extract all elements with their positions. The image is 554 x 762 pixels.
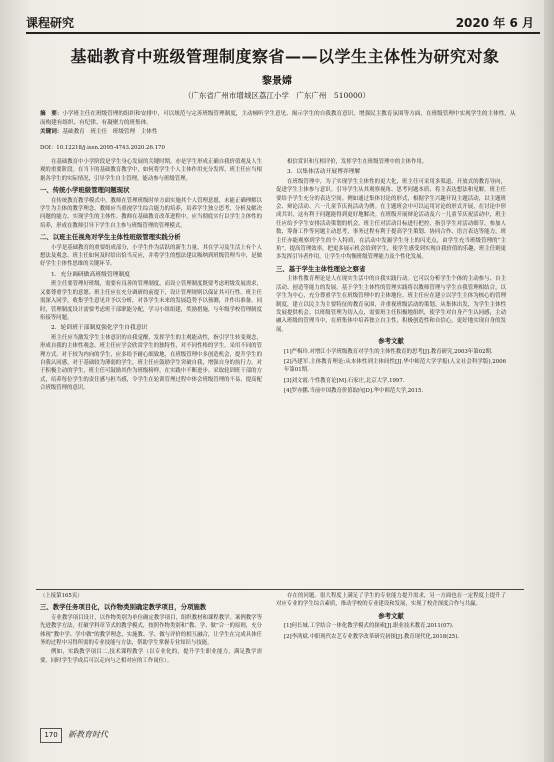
- reference-item: [3]刘文霞.个性教育论[M].石家庄,北京大学,1997.: [284, 377, 405, 384]
- continued-paragraph-2: 例如，实践教学项目二,技术课程教学（以专业化的，提升学生职业能力，满足教学需要，同时学生学成后可以走向与之相对应的工作岗位）。: [40, 649, 262, 664]
- continued-paragraph: 相信赏识和互相评价，发挥学生在班级管理中的主体作用。: [287, 159, 428, 165]
- section-heading-1: 一、传统小学班级管理问题现状: [40, 186, 130, 195]
- reference-item: [1]何长城.工学结合一体化教学模式的探索[J].职业技术教育,2011(07).: [284, 623, 454, 630]
- author-affiliation: （广东省广州市增城区荔江小学 广东广州 510000）: [183, 91, 371, 100]
- subsection-3-paragraph: 在班级管理中，为了实现学生主体性的更大化，班主任可采用多渠道、开放式的教育导向，促进学生主体参与意识。引导学生从其观察视角、思考问题本质，将主表达想法和见解。班主任要给予学生充分的表达空间。例如通过集体讨论的形式，根据学生兴趣开设主题活动，以主题班会、辩论活动、六一儿童节庆祝活动为例。在主题班会中可以运用讨论的形式开展，在讨论中形成共识，这有利于问题能得到更好地解决。在班级开展辩论活动及六一儿童节庆祝活动中，班主任应给予学生安排活动策划的机会，班主任对活动目标进行把控，指引学生对活动细节，参加人数、筹备工作等问题主动思考，事务过程有利于提高学生策划、协同合作、语言表达等能力，班主任亦能观察到学生的个人特质，在活动中发掘学生身上的闪光点，由学生充当班级管理的“主角”，提高管理效率，把更多展示机会给到学生，使学生感受到实现自我价值的乐趣，班主任则更多发挥引导者作用，让学生中均衡班级管理能力及个性化发展。: [276, 178, 506, 261]
- subsection-heading-2: 2．轮训班干部制度强化学生自我意识: [51, 325, 148, 332]
- section-1-paragraph: 在传统教育教学模式中，教师在管理班级时单方面实施其个人管理意愿，未能正确理解以学生为主体的教学理念。教师应当重视学生综合能力的培养，培养学生独立思考、分析及解决问题的能力，实现学生的主体性。教师在基础教育改革进程中，应当彻底实行以学生主体性的培养，形成在教师引导下学生自主参与班级管理的管理模式。: [40, 197, 262, 229]
- reference-item: [2]冯建军.主体教育理论:从本体性到主体间性[J].华中师范大学学报(人文社会科学版),2006年第01期.: [284, 358, 506, 374]
- subsection-1-paragraph: 班主任要管理好班级，需要有良善的管理制度。而设立管理制度既要考虑班级发展需求，又要尊重学生的意愿。班主任应在充分调研的前提下，设计管理规则以保证其可行性。班主任需深入同学，收集学生意见并予以分析，对各学生未来的发展趋势予以预测，并作出准备。同时，管理制度设计需要考虑班干部职能分配，学习小组组建，奖励措施，与年级学校管理制度衔接等问题。: [40, 281, 262, 321]
- subsection-heading-3: 3．以集体活动开展博弈理解: [287, 169, 361, 176]
- abstract-label: 摘 要：: [40, 111, 63, 117]
- section-heading-2: 二、以班主任视角对学生主体性班级管理实践分析: [40, 233, 181, 242]
- continued-heading: 三、教学任务项目化，以作物类别确定教学项目，分项施教: [40, 603, 207, 612]
- body-column-left: [40, 158, 262, 580]
- body-column-right: [276, 158, 506, 580]
- continued-note: （上接第165页）: [40, 593, 83, 599]
- subsection-2-paragraph: 班主任应当激发学生主体意识的自我觉醒，发挥学生的主观能动性，指引学生转变观念，形成自我的主体性观念。班主任应学会欣赏学生的独特性，对不同性格的学生，采用不同的管理方式。对于较为内向的学生，应多给予耐心细致地，在班级管理中多创造机会，提升学生的自我认同感。对于基础较为薄弱的学生，班主任应鼓励学生突破自我，增强自身的执行力。对于积极主动的学生，班主任可鼓励其作为班级榜样，在实践中不断进步。采取轮训班干部的方式，培养每位学生的责任感与担当感，令学生在轮训管理过程中体会班级管理的不易，提高配合班级管理的意识。: [40, 334, 262, 392]
- continued-column-left: [40, 592, 262, 724]
- page-number: 170: [40, 728, 62, 743]
- author-name: 黎景嫦: [262, 76, 292, 87]
- reference-item: [2]李鸿斌.中职现代农艺专业教学改革研究初探[J].教育现代化,2018(25).: [284, 633, 460, 640]
- section-2-paragraph: 小学是基础教育的重要组成部分，小学生作为活跃的新生力量，其在学习及生活上有个人想法及观念。班主任如何及时给出恰当反应，并将学生的想法建议吸纳到班级管理当中，是做好学生主体性思维的关键环节。: [40, 244, 262, 268]
- section-3-paragraph: 主体性教育理论是人在现实生活中的自我实践行动。它可以分析学生个体的主动参与、自主活动、创造等能力的发展。基于学生主体性的管理实践将以教师管理与学生自我管理相结合，以学生为中心，充分尊重学生在班级管理中的主体地位。班主任应在建立以学生主体为核心的管理制度，建立以民主为主要特征的教育氛围，并重视班级活动的策划。从集体出发，为学生主体性发展提供机会。以班级管理为切入点，需要班主任积极地组织，使学生对自身产生认同感，主动融入班级的管理当中，在班集体中培养独立自主性，积极创造性和自信心，更好地实现自身的发展。: [276, 276, 506, 333]
- journal-section-label: 课程研究: [26, 16, 75, 30]
- reference-item: [1]严梅玲.对增江小学班级教育对学生的主体性教育的思考[J].教育研究,2003年第02期.: [284, 348, 493, 355]
- issue-date: 2020 年 6 月: [455, 16, 534, 30]
- article-title: 基础教育中班级管理制度察省——以学生主体性为研究对象: [70, 47, 500, 66]
- page-edge-shadow: [544, 0, 554, 762]
- continued-right-paragraph: 存在的问题。很大程度上满足了学生的专业能力提升需求，另一方面也在一定程度上提升了对应专业的学生综合素质，推动学校的专业建设和发展，实现了校企深度合作与共赢。: [276, 593, 506, 608]
- article-divider: [36, 589, 524, 590]
- doi-line: DOI：10.12218/j.issn.2095-4743.2020.26.170: [40, 145, 165, 151]
- keywords-text: 基础教育 班主任 班级管理 主体性: [62, 129, 158, 135]
- reference-item: [4]罗亦鹏.当前中国教育价值取向[D].华中师范大学,2015.: [284, 388, 424, 395]
- journal-logo: 新教育时代: [68, 730, 108, 739]
- intro-paragraph: 在基础教育中小学阶段是学生身心发展的关键时期，亦是学生形成正确自我价值观及人生观的重要阶段。在当下的基础教育教学中，如何将学生个人主体作用充分发挥，班主任应当根据各学生的实际情况，引导学生自主管理，能动参与班级管理。: [40, 159, 262, 182]
- abstract-text: 小学班主任在班级管理的组织和安排中，可以规范与完善班级管理制度，主动倾听学生意见、揭示学生的自我教育意识，增强民主教育氛围等方面，在班级管理中实现学生的主体性，从而构建有组织、有纪律、有凝聚力的班集体。: [40, 111, 516, 126]
- abstract-block: [40, 110, 518, 137]
- references-heading: 参考文献: [378, 337, 404, 346]
- continued-paragraph-1: 专业教学项目设计，以作物类别为单位确定教学项目，组织教材和课程教学。案例教学等先进教学方法，打破学科章节式的教学模式，按照作物类别和“教、学、做”合一的原则，充分体现“教中学、学中做”的教学理念，实施教、学、做与评价的相互融合，让学生在完成具体任务的过程中习得所需的专业技能与方法，帮助学生掌握专业知识与技能。: [40, 614, 262, 647]
- subsection-heading-1: 1．充分调研做高班级管理制度: [51, 271, 131, 278]
- keywords-label: 关键词：: [40, 129, 63, 135]
- section-heading-3: 三、基于学生主体性理论之察省: [276, 264, 366, 273]
- continued-references-heading: 参考文献: [378, 611, 404, 620]
- continued-column-right: [276, 592, 506, 724]
